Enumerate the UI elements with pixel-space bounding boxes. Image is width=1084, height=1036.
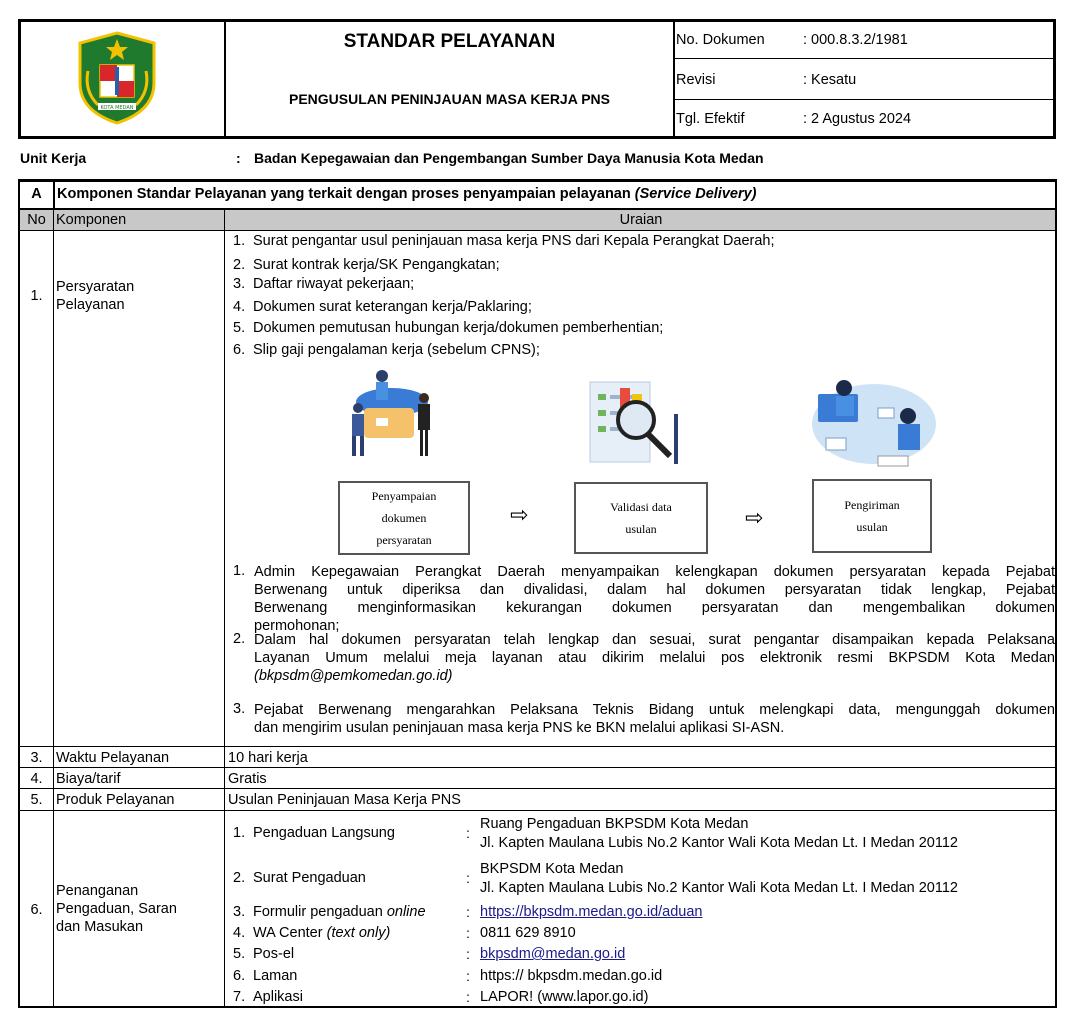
procedure-2: Dalam hal dokumen persyaratan telah lengkap dan sesuai, surat pengantar disampaikan kepada Pelaksana Layanan Umum melalui meja layanan atau dikirim melalui pos elektronik resmi BKPSDM Kota Medan (bkpsdm@pemkomedan.go.id) [254,632,1055,684]
header-divider [673,19,675,139]
requirement-item: 5. Dokumen pemutusan hubungan kerja/dokumen pemberhentian; [233,320,664,336]
channel-colon: : [466,989,470,1005]
channel-colon: : [466,968,470,984]
row-number: 3. [30,750,43,766]
channel-value: Jl. Kapten Maulana Lubis No.2 Kantor Wali Kota Medan Lt. I Medan 20112 [480,835,958,851]
section-title-text: Komponen Standar Pelayanan yang terkait dengan proses penyampaian pelayanan [57,186,631,202]
medan-logo [74,31,160,125]
flow-step-send: Pengiriman usulan [812,479,932,553]
channel-value: BKPSDM Kota Medan [480,861,624,877]
requirement-item: 3. Daftar riwayat pekerjaan; [233,276,415,292]
section-title [57,186,756,202]
row-divider [18,746,1057,747]
unit-label: Unit Kerja [20,150,87,166]
unit-value: Badan Kepegawaian dan Pengembangan Sumber Daya Manusia Kota Medan [254,150,764,166]
row-number: 6. [30,902,43,918]
row-component: Waktu Pelayanan [56,750,170,766]
row-component: Penanganan [56,883,139,899]
col-header-description: Uraian [619,212,663,228]
email-link[interactable]: bkpsdm@medan.go.id [480,946,626,962]
flow-arrow: ⇨ [745,506,764,531]
channel-colon: : [466,870,470,886]
document-title: STANDAR PELAYANAN [343,31,556,52]
unit-colon: : [236,150,241,166]
service-desk-illustration [340,368,444,468]
effective-date-label: Tgl. Efektif [676,111,745,127]
col-divider-component [224,210,225,1008]
col-divider-no [53,210,54,1008]
channel-colon: : [466,946,470,962]
row-value: Usulan Peninjauan Masa Kerja PNS [228,792,461,808]
channel-colon: : [466,925,470,941]
flow-step-validate: Validasi data usulan [574,482,708,554]
row-component: Biaya/tarif [56,771,121,787]
section-letter: A [31,186,42,202]
row-divider [18,810,1057,811]
channel-value: https:// bkpsdm.medan.go.id [480,968,663,984]
procedure-3: Pejabat Berwenang mengarahkan Pelaksana Teknis Bidang untuk melengkapi data, mengunggah dokumen dan mengirim usulan peninjauan masa kerja PNS ke BKN melalui aplikasi SI-ASN. [254,702,1055,736]
row-number: 1. [30,288,43,304]
sending-illustration [808,372,940,472]
complaint-form-link[interactable]: https://bkpsdm.medan.go.id/aduan [480,904,703,920]
logo-text: KOTA MEDAN [100,105,134,111]
row-value: Gratis [228,771,267,787]
complaint-channel-label: 2. Surat Pengaduan [233,870,366,886]
revision-value: : Kesatu [803,72,857,88]
row-value: 10 hari kerja [228,750,308,766]
document-subtitle: PENGUSULAN PENINJAUAN MASA KERJA PNS [288,91,610,107]
row-number: 5. [30,792,43,808]
complaint-channel-label: 5. Pos-el [233,946,295,962]
header-row-divider [673,99,1056,100]
revision-label: Revisi [676,72,716,88]
procedure-1: Admin Kepegawaian Perangkat Daerah menyampaikan kelengkapan dokumen persyaratan kepada Pejabat Berwenang untuk diperiksa dan divalidasi, dalam hal dokumen persyaratan tidak lengkap, Pejabat Berwenang menginformasikan kekurangan dokumen persyaratan dan mengembalikan dokumen permohonan; [254,564,1055,634]
row-divider [18,230,1057,231]
flow-step-submit: Penyampaian dokumen persyaratan [338,481,470,555]
channel-value: 0811 629 8910 [480,925,576,941]
col-header-no: No [27,212,46,228]
row-component: Persyaratan [56,279,135,295]
col-header-component: Komponen [56,212,127,228]
row-component: Produk Pelayanan [56,792,175,808]
header-row-divider [673,58,1056,59]
row-divider [18,767,1057,768]
channel-value: LAPOR! (www.lapor.go.id) [480,989,649,1005]
row-divider [18,788,1057,789]
complaint-channel-label: 4. WA Center (text only) [233,925,391,941]
complaint-channel-label: 6. Laman [233,968,298,984]
channel-value: Jl. Kapten Maulana Lubis No.2 Kantor Wali Kota Medan Lt. I Medan 20112 [480,880,958,896]
row-number: 4. [30,771,43,787]
table-divider [53,179,55,210]
requirement-item: 1. Surat pengantar usul peninjauan masa kerja PNS dari Kepala Perangkat Daerah; [233,233,775,249]
doc-number-label: No. Dokumen [676,32,765,48]
channel-colon: : [466,904,470,920]
doc-number-value: : 000.8.3.2/1981 [803,32,908,48]
validation-illustration [584,374,688,470]
channel-colon: : [466,825,470,841]
procedure-number: 1. [233,563,246,579]
requirement-item: 2. Surat kontrak kerja/SK Pengangkatan; [233,257,500,273]
row-component: dan Masukan [56,919,144,935]
flow-arrow: ⇨ [510,503,529,528]
channel-value: Ruang Pengaduan BKPSDM Kota Medan [480,816,749,832]
procedure-number: 3. [233,701,246,717]
complaint-channel-label: 7. Aplikasi [233,989,303,1005]
requirement-item: 6. Slip gaji pengalaman kerja (sebelum CPNS); [233,342,540,358]
row-component: Pelayanan [56,297,125,313]
section-title-italic: (Service Delivery) [634,186,757,202]
complaint-channel-label: 3. Formulir pengaduan online [233,904,426,920]
complaint-channel-label: 1. Pengaduan Langsung [233,825,395,841]
row-component: Pengaduan, Saran [56,901,177,917]
procedure-email: (bkpsdm@pemkomedan.go.id) [254,668,453,684]
requirement-item: 4. Dokumen surat keterangan kerja/Paklaring; [233,299,532,315]
procedure-number: 2. [233,631,246,647]
effective-date-value: : 2 Agustus 2024 [803,111,912,127]
